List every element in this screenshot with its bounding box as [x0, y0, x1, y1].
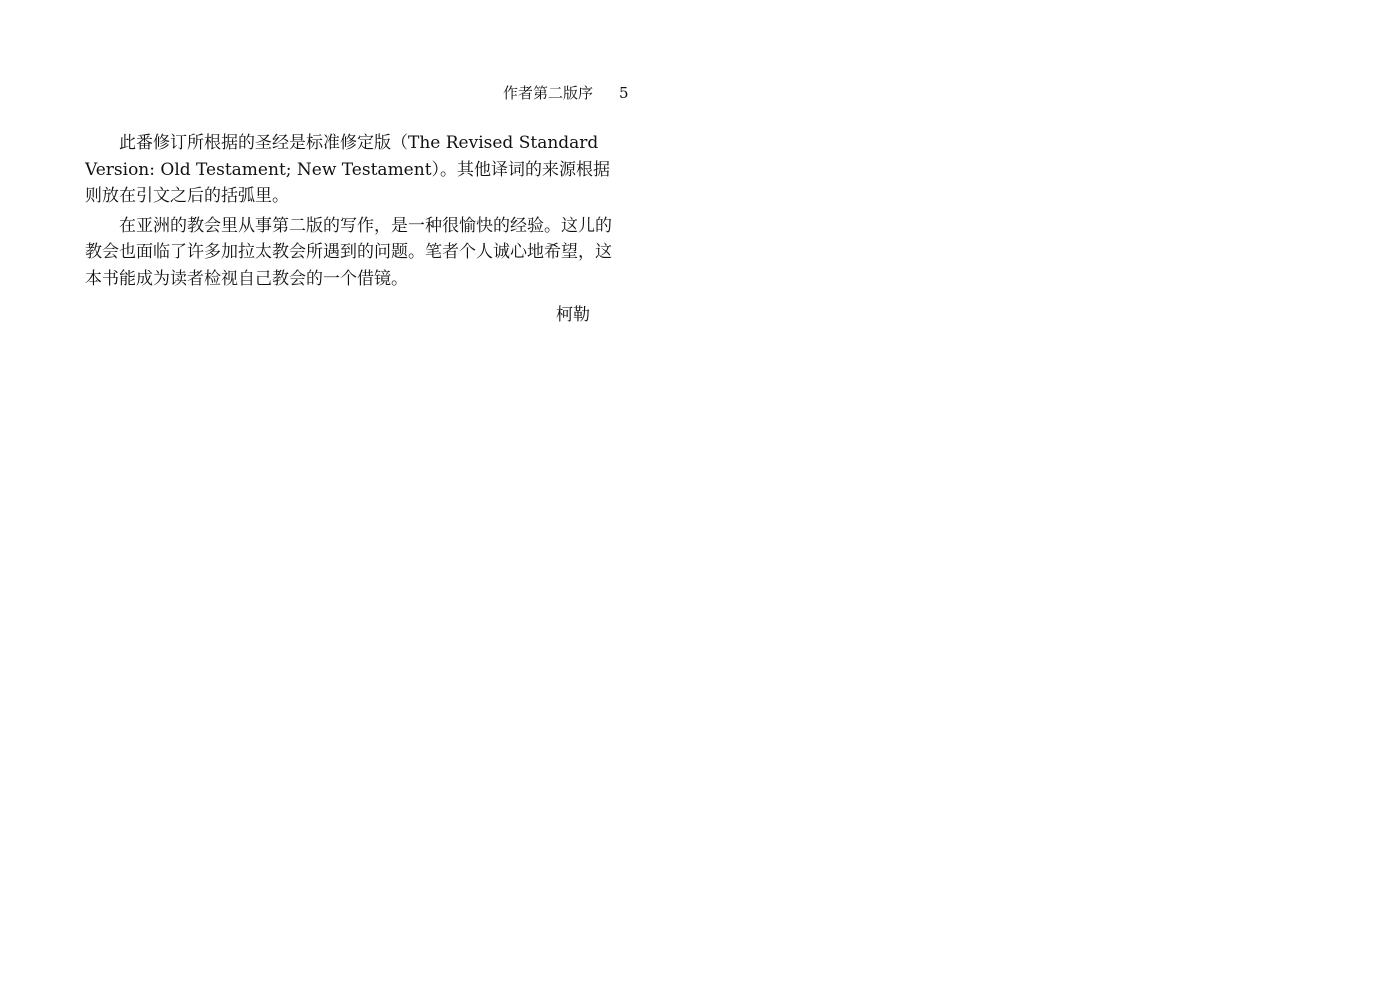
page-number: 5	[619, 84, 629, 102]
author-signature: 柯勒	[556, 305, 590, 325]
right-page	[700, 0, 1400, 989]
running-head-title: 作者第二版序	[503, 84, 594, 102]
paragraph: 此番修订所根据的圣经是标准修定版（The Revised Standard Version: Old Testament; New Testament）。其他译词的来源根据则放在引文之后的括弧里。	[85, 133, 611, 206]
paragraph: 在亚洲的教会里从事第二版的写作，是一种很愉快的经验。这儿的教会也面临了许多加拉太教会所遇到的问题。笔者个人诚心地希望，这本书能成为读者检视自己教会的一个借镜。	[85, 215, 612, 289]
preface-body	[85, 130, 625, 295]
running-head-left	[503, 82, 629, 103]
